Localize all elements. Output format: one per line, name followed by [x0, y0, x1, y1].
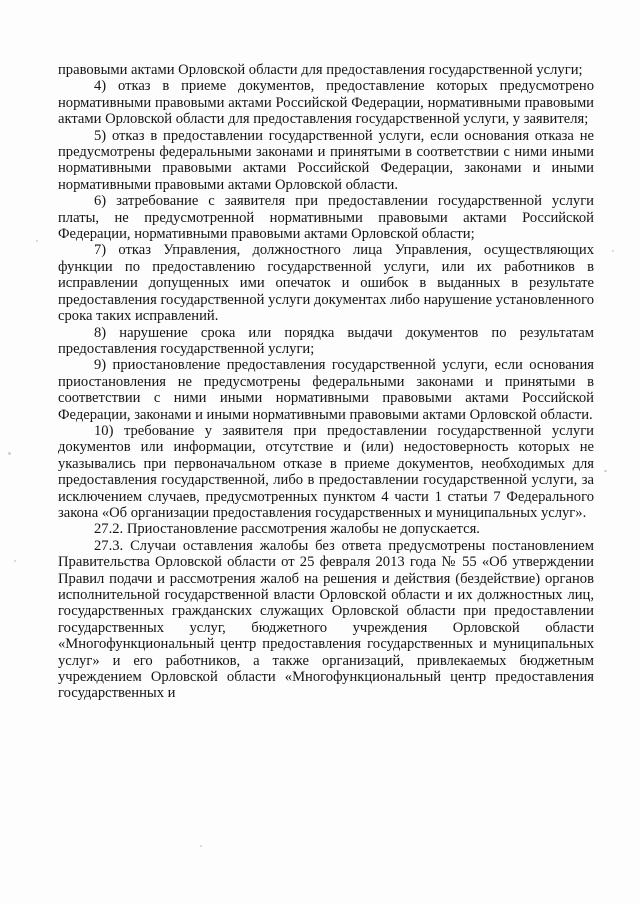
paragraph: 4) отказ в приеме документов, предоставление которых предусмотрено нормативными правовыми актами Российской Федерации, нормативными правовыми актами Орловской области для предоставления государственной услуги, у заявителя;	[58, 78, 594, 128]
scan-speck	[604, 470, 607, 472]
paragraph: 5) отказ в предоставлении государственной услуги, если основания отказа не предусмотрены федеральными законами и принятыми в соответствии с ними иными нормативными правовыми актами Российской Федерации, законами и иными нормативными правовыми актами Орловской области.	[58, 127, 594, 193]
scan-speck	[200, 845, 202, 847]
paragraph: 6) затребование с заявителя при предоставлении государственной услуги платы, не предусмотренной нормативными правовыми актами Российской Федерации, нормативными правовыми актами Орловской области;	[58, 193, 594, 243]
scan-speck	[612, 250, 614, 252]
paragraph: 27.2. Приостановление рассмотрения жалобы не допускается.	[94, 521, 480, 538]
document-body	[58, 62, 594, 702]
scan-speck	[8, 452, 11, 455]
paragraph: 10) требование у заявителя при предоставлении государственной услуги документов или информации, отсутствие и (или) недостоверность которых не указывались при первоначальном отказе в приеме документов, необходимых для предоставления государственной, либо в предоставлении государственной услуги, за исключением случаев, предусмотренных пунктом 4 части 1 статьи 7 Федерального закона «Об организации предоставления государственных и муниципальных услуг».	[58, 422, 594, 521]
paragraph: 7) отказ Управления, должностного лица Управления, осуществляющих функции по предоставлению государственной услуги, или их работников в исправлении допущенных ими опечаток и ошибок в выданных в результате предоставления государственной услуги документах либо нарушение установленного срока таких исправлений.	[58, 242, 594, 325]
paragraph: правовыми актами Орловской области для предоставления государственной услуги;	[58, 62, 583, 78]
scan-speck	[36, 240, 38, 242]
paragraph: 9) приостановление предоставления государственной услуги, если основания приостановления не предусмотрены федеральными законами и принятыми в соответствии с ними иными нормативными правовыми актами Российской Федерации, законами и иными нормативными правовыми актами Орловской области.	[58, 357, 594, 423]
paragraph: 8) нарушение срока или порядка выдачи документов по результатам предоставления государственной услуги;	[58, 324, 594, 357]
paragraph: 27.3. Случаи оставления жалобы без ответа предусмотрены постановлением Правительства Орловской области от 25 февраля 2013 года № 55 «Об утверждении Правил подачи и рассмотрения жалоб на решения и действия (бездействие) органов исполнительной государственной власти Орловской области и их должностных лиц, государственных гражданских служащих Орловской области при предоставлении государственных услуг, бюджетного учреждения Орловской области «Многофункциональный центр предоставления государственных и муниципальных услуг» и его работников, а также организаций, привлекаемых бюджетным учреждением Орловской области «Многофункциональный центр предоставления государственных и	[58, 537, 594, 702]
scan-speck	[14, 560, 16, 562]
